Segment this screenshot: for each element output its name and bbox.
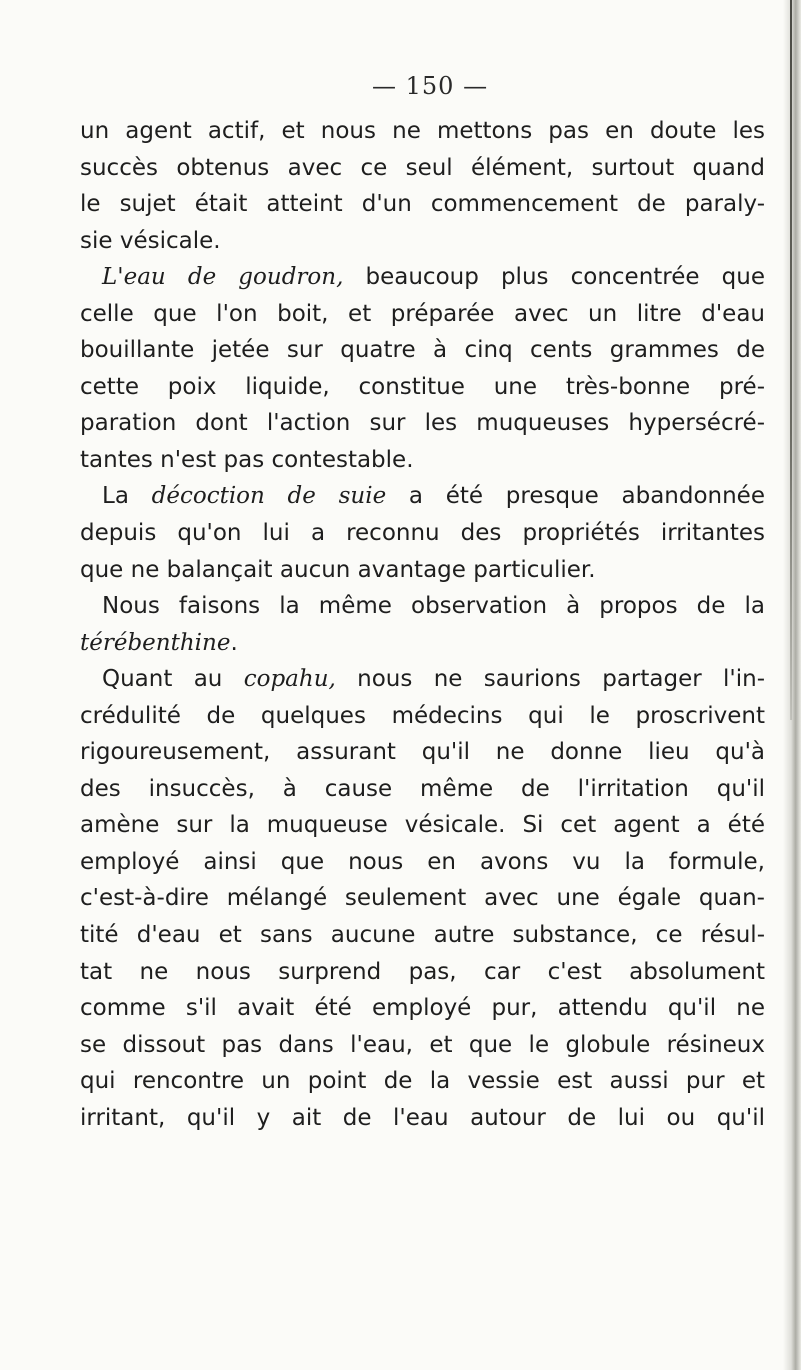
page-edge-line [790, 0, 792, 720]
text-line: que ne balançait aucun avantage particulier. [80, 556, 596, 583]
paragraph-terebenthine-first-line: Nous faisons la même observation à propos de la [102, 593, 765, 620]
text-line: qui rencontre un point de la vessie est aussi pur et [80, 1068, 765, 1095]
text-segment: a été presque abandonnée [386, 483, 765, 510]
text-line: cette poix liquide, constitue une très-bonne pré- [80, 373, 765, 400]
term-eau-de-goudron: L'eau de goudron, [102, 264, 344, 291]
text-segment: La [102, 483, 152, 510]
term-copahu: copahu, [243, 666, 336, 693]
text-line: employé ainsi que nous en avons vu la formule, [80, 848, 765, 875]
text-line: amène sur la muqueuse vésicale. Si cet agent a été [80, 812, 765, 839]
text-line: celle que l'on boit, et préparée avec un litre d'eau [80, 300, 765, 327]
body-text [80, 113, 765, 1136]
text-line: le sujet était atteint d'un commencement de paraly- [80, 191, 765, 218]
text-line: sie vésicale. [80, 227, 221, 254]
text-line: tité d'eau et sans aucune autre substance, ce résul- [80, 922, 765, 949]
text-line: succès obtenus avec ce seul élément, surtout quand [80, 154, 765, 181]
text-line: se dissout pas dans l'eau, et que le globule résineux [80, 1031, 765, 1058]
text-line: des insuccès, à cause même de l'irritation qu'il [80, 775, 765, 802]
text-line: tantes n'est pas contestable. [80, 446, 414, 473]
text-line: irritant, qu'il y ait de l'eau autour de lui ou qu'il [80, 1104, 765, 1131]
paragraph-copahu-first-line [80, 661, 765, 698]
page-number-header: — 150 — [372, 72, 489, 100]
page-edge-shadow [783, 0, 801, 1370]
text-segment: nous ne saurions partager l'in- [335, 666, 766, 693]
text-line: bouillante jetée sur quatre à cinq cents grammes de [80, 337, 765, 364]
term-decoction-de-suie: décoction de suie [151, 483, 387, 510]
paragraph-goudron-first-line [80, 259, 765, 296]
text-segment: Quant au [102, 666, 244, 693]
text-segment: beaucoup plus concentrée que [343, 264, 766, 291]
text-line: paration dont l'action sur les muqueuses hypersécré- [80, 410, 765, 437]
text-line: un agent actif, et nous ne mettons pas en doute les [80, 118, 765, 144]
term-terebenthine: térébenthine [80, 629, 231, 656]
text-line: depuis qu'on lui a reconnu des propriétés irritantes [80, 520, 765, 547]
paragraph-terebenthine-end-line [80, 625, 765, 662]
text-line: tat ne nous surprend pas, car c'est absolument [80, 958, 765, 985]
text-line: comme s'il avait été employé pur, attendu qu'il ne [80, 995, 765, 1022]
text-segment: . [230, 629, 238, 656]
paragraph-suie-first-line [80, 478, 765, 515]
text-line: rigoureusement, assurant qu'il ne donne lieu qu'à [80, 739, 765, 766]
text-line: c'est-à-dire mélangé seulement avec une égale quan- [80, 885, 765, 912]
text-line: crédulité de quelques médecins qui le proscrivent [80, 702, 765, 729]
